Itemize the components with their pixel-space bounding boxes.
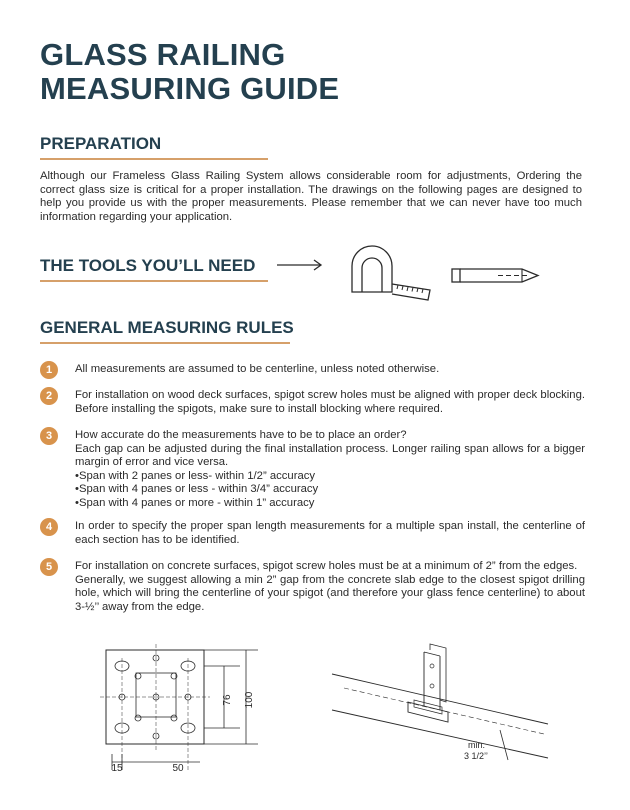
dimension-15: 15 [111,763,123,774]
preparation-heading: PREPARATION [40,134,162,153]
page-title [40,38,339,106]
rule-number-badge: 5 [40,558,58,576]
tools-underline [40,280,268,282]
rule-number-badge: 4 [40,518,58,536]
rules-heading: GENERAL MEASURING RULES [40,318,294,337]
pencil-icon [450,264,542,288]
rule-text-extra: Generally, we suggest allowing a min 2” gap from the concrete slab edge to the closest spigot drilling hole, which will bring the centerline of your spigot (and therefore your glass fence centerline) to about 3-½’’ away from the edge. [75,573,585,613]
rules-underline [40,342,290,344]
min-distance-label: 3 1/2’’ [464,751,488,761]
arrow-right-icon [276,258,326,272]
min-label: min. [468,740,486,750]
spigot-concrete-edge-diagram [330,640,550,780]
dimension-76: 76 [222,694,233,706]
list-item: • Span with 4 panes or less - within 3/4” accuracy [75,483,585,497]
spigot-base-plate-diagram [100,640,280,780]
preparation-underline [40,158,268,160]
dimension-50: 50 [172,763,184,774]
rule-number-badge: 1 [40,361,58,379]
list-item: • Span with 4 panes or more - within 1” accuracy [75,497,585,511]
rule-number-badge: 2 [40,387,58,405]
rule-text: All measurements are assumed to be centerline, unless noted otherwise. [75,363,440,375]
rule-text: In order to specify the proper span length measurements for a multiple span install, the centerline of each section has to be identified. [75,520,585,546]
tools-heading: THE TOOLS YOU’LL NEED [40,256,256,275]
rule-question: How accurate do the measurements have to be to place an order? [75,429,407,441]
rule-text: Each gap can be adjusted during the final installation process. Longer railing span allows for a bigger margin of error and vice versa. [75,442,585,469]
title-line-2: MEASURING GUIDE [40,71,340,106]
tape-measure-icon [348,244,432,306]
title-line-1: GLASS RAILING [40,37,286,72]
rule-text: For installation on wood deck surfaces, spigot screw holes must be aligned with proper deck blocking. Before installing the spigots, make sure to install blocking where required. [75,389,585,415]
accuracy-list [75,470,585,511]
rule-text: For installation on concrete surfaces, spigot screw holes must be at a minimum of 2” from the edges. [75,560,578,572]
list-item: • Span with 2 panes or less- within 1/2” accuracy [75,470,585,484]
preparation-text: Although our Frameless Glass Railing System allows considerable room for adjustments, Ordering the correct glass size is critical for a proper installation. The drawings on the following pages are designed to help you provide us with the proper measurements. Please remember that we can never have too much information regarding your application. [40,170,582,223]
dimension-100: 100 [244,691,255,709]
rule-number-badge: 3 [40,427,58,445]
